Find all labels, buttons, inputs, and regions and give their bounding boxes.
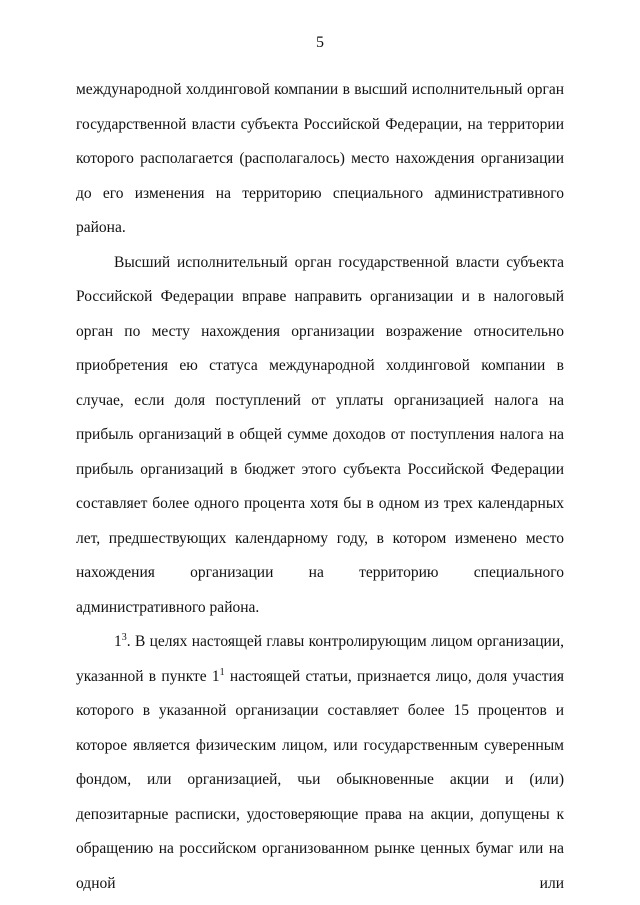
paragraph-continuation: международной холдинговой компании в высший исполнительный орган государственной власти субъекта Российской Федерации, на территории которого располагается (располагалось) место нахождения организации до его изменения на территорию специального административного района. (76, 81, 564, 236)
clause-number-superscript: 3 (121, 632, 127, 643)
paragraph-objection: Высший исполнительный орган государственной власти субъекта Российской Федерации вправе направить организации и в налоговый орган по месту нахождения организации возражение относительно приобретения ею статуса международной холдинговой компании в случае, если доля поступлений от уплаты организацией налога на прибыль организаций в общей сумме доходов от поступления налога на прибыль организаций в бюджет этого субъекта Российской Федерации составляет более одного процента хотя бы в одном из трех календарных лет, предшествующих календарному году, в котором изменено место нахождения организации на территорию специального административного района. (76, 253, 564, 616)
page-number: 5 (316, 34, 324, 51)
document-body (76, 73, 564, 901)
reference-superscript: 1 (219, 666, 225, 678)
paragraph-controlling-person (76, 625, 564, 901)
clause-text-part-1: . В целях настоящей главы контролирующим лицом организации, указанной в пункте 1 (76, 633, 564, 685)
clause-text-part-2: настоящей статьи, признается лицо, доля участия которого в указанной организации составляет более 15 процентов и которое является физическим лицом, или государственным суверенным фондом, или организацией, чьи обыкновенные акции и (или) депозитарные расписки, удостоверяющие права на акции, допущены к обращению на российском организованном рынке ценных бумаг или на одной или (76, 667, 564, 892)
clause-number: 1 (114, 633, 122, 650)
